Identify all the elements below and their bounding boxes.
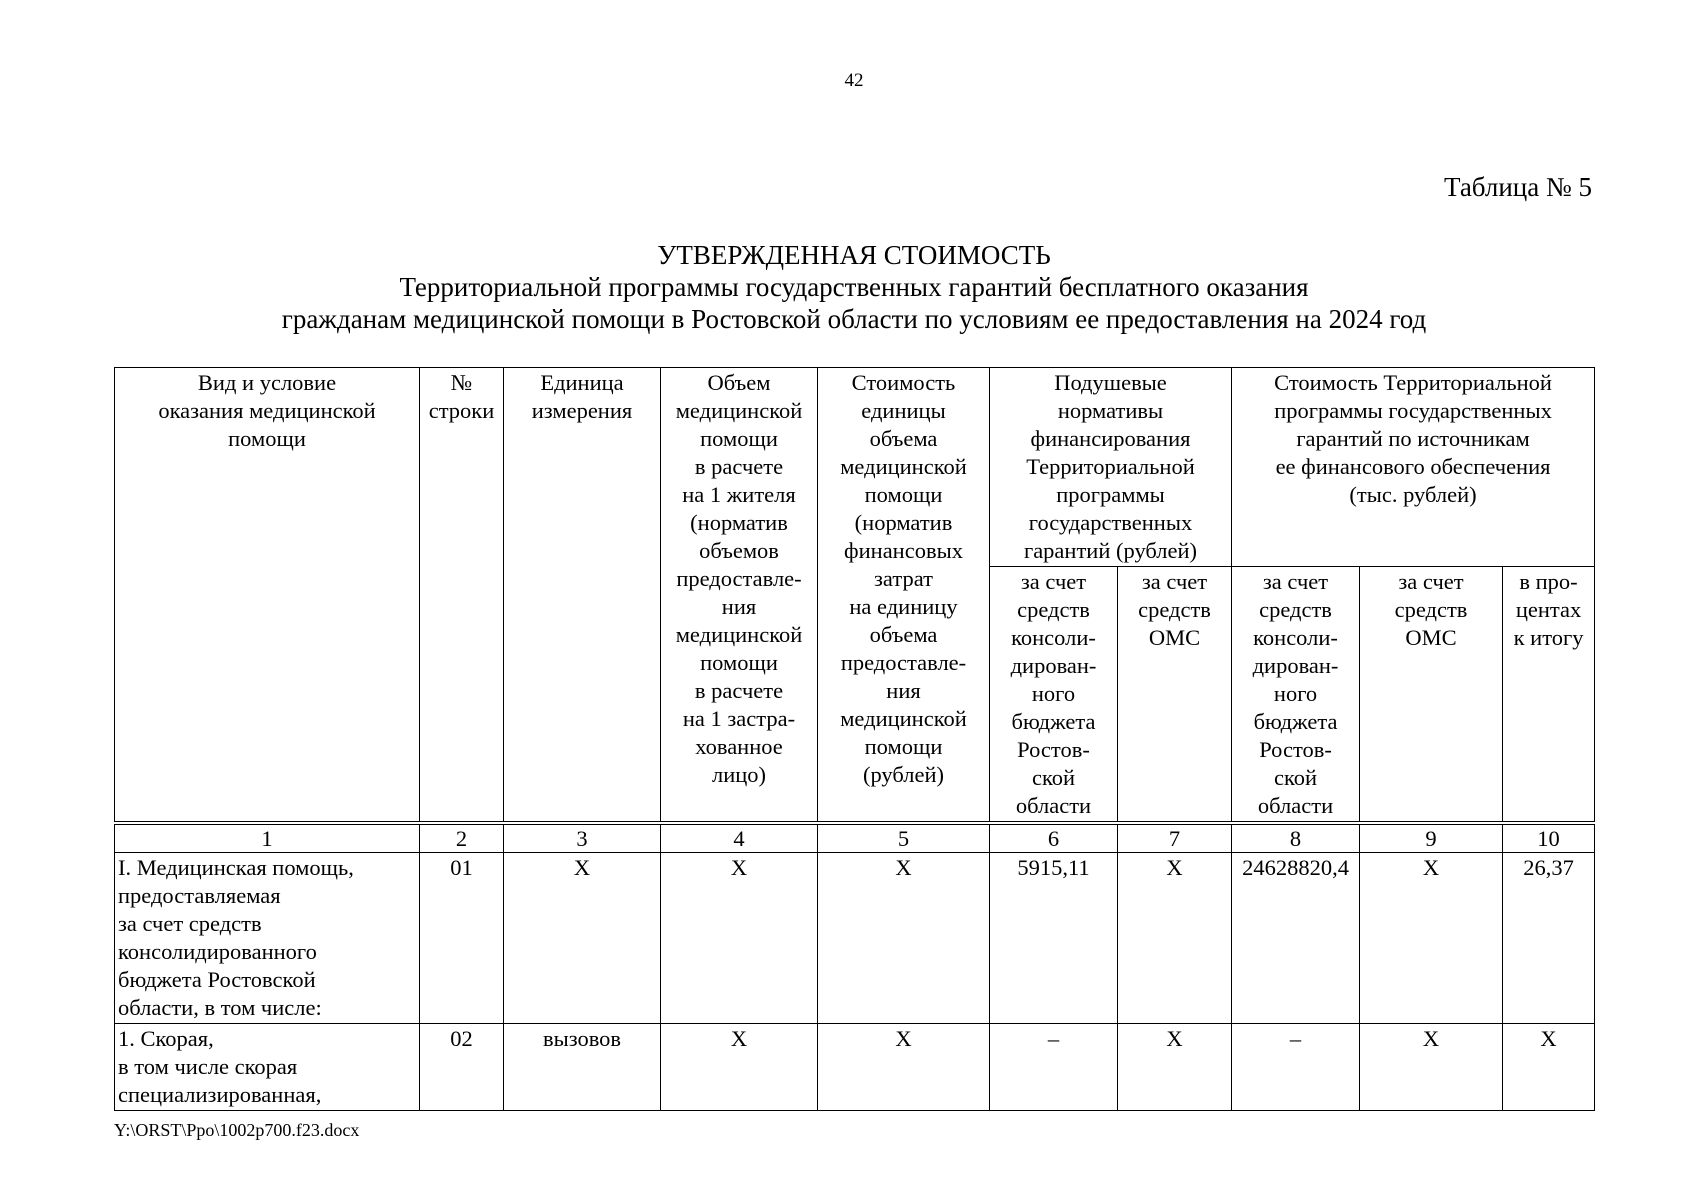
cell-text-line: области, в том числе: xyxy=(118,995,322,1020)
cell-text-line: гарантий по источникам xyxy=(1296,426,1530,451)
cell-text-line: Единица xyxy=(540,370,624,395)
cell-text-line: (рублей) xyxy=(862,762,945,787)
cell-text-line: Подушевые xyxy=(1054,370,1167,395)
column-number: 3 xyxy=(504,823,661,853)
heading-line-1: УТВЕРЖДЕННАЯ СТОИМОСТЬ xyxy=(657,240,1051,270)
column-number: 6 xyxy=(990,823,1118,853)
cell-text-line: бюджета xyxy=(1011,709,1096,734)
cell-text-line: № xyxy=(450,370,473,395)
cell-text-line: медицинской xyxy=(675,398,803,423)
row-cell: Х xyxy=(818,853,990,1024)
cell-text-line: ОМС xyxy=(1405,625,1457,650)
cell-text-line: Стоимость xyxy=(851,370,956,395)
header-cell-unit xyxy=(504,368,661,824)
cell-text-line: ния xyxy=(721,594,757,619)
cell-text-line: в том числе скорая xyxy=(118,1054,298,1079)
cell-text-line: (тыс. рублей) xyxy=(1349,482,1477,507)
cell-text-line: в расчете xyxy=(694,454,784,479)
cell-text-line: Территориальной xyxy=(1026,454,1195,479)
cell-text-line: I. Медицинская помощь, xyxy=(118,855,354,880)
cell-text-line: помощи xyxy=(228,426,306,451)
cell-text-line: ской xyxy=(1273,765,1318,790)
row-cell: Х xyxy=(1503,1024,1595,1111)
cell-text-line: лицо) xyxy=(711,762,767,787)
cell-text-line: дирован- xyxy=(1010,653,1097,678)
cell-text-line: Объем xyxy=(707,370,771,395)
table-number: Таблица № 5 xyxy=(1444,172,1592,202)
cell-text-line: на 1 жителя xyxy=(682,482,796,507)
cell-text-line: программы государственных xyxy=(1274,398,1552,423)
cell-text-line: в про- xyxy=(1519,569,1578,594)
column-number: 10 xyxy=(1503,823,1595,853)
row-name xyxy=(115,1024,420,1111)
cell-text-line: строки xyxy=(428,398,495,423)
heading-line-3: гражданам медицинской помощи в Ростовской области по условиям ее предоставления на 2024 год xyxy=(281,304,1427,334)
row-cell: Х xyxy=(661,853,818,1024)
cell-text-line: на единицу xyxy=(849,594,958,619)
cell-text-line: (норматив xyxy=(854,510,953,535)
cell-text-line: ской xyxy=(1031,765,1076,790)
heading-line-2: Территориальной программы государственных гарантий бесплатного оказания xyxy=(399,272,1309,302)
cell-text-line: средств xyxy=(1138,597,1211,622)
row-cell: Х xyxy=(1118,1024,1232,1111)
cell-text-line: за счет xyxy=(1141,569,1208,594)
cell-text-line: финансовых xyxy=(844,538,963,563)
cell-text-line: к итогу xyxy=(1513,625,1584,650)
cell-text-line: единицы xyxy=(861,398,946,423)
header-row-1 xyxy=(115,368,1595,567)
header-cell-program-cost-group xyxy=(1232,368,1595,567)
header-cell-unit-cost xyxy=(818,368,990,824)
cell-text-line: за счет средств xyxy=(118,911,262,936)
row-cell: Х xyxy=(504,853,661,1024)
cell-text-line: программы xyxy=(1056,482,1165,507)
cell-text-line: помощи xyxy=(864,734,943,759)
page-number: 42 xyxy=(844,70,864,91)
table-row xyxy=(115,853,1595,1024)
cell-text-line: в расчете xyxy=(694,678,784,703)
row-cell: – xyxy=(990,1024,1118,1111)
cell-text-line: области xyxy=(1015,793,1092,818)
cell-text-line: консоли- xyxy=(1011,625,1096,650)
cell-text-line: (норматив xyxy=(690,510,788,535)
column-number: 4 xyxy=(661,823,818,853)
header-cell-type xyxy=(115,368,420,824)
cell-text-line: консолидированного xyxy=(118,939,317,964)
cell-text-line: за счет xyxy=(1398,569,1464,594)
cell-text-line: объема xyxy=(869,622,938,647)
cell-text-line: области xyxy=(1257,793,1334,818)
document-heading xyxy=(0,239,1698,335)
cell-text-line: за счет xyxy=(1262,569,1329,594)
row-cell: 02 xyxy=(420,1024,504,1111)
cell-text-line: оказания медицинской xyxy=(158,398,376,423)
header-cell-cost-oms xyxy=(1360,567,1503,824)
row-cell: 01 xyxy=(420,853,504,1024)
cell-text-line: помощи xyxy=(700,426,778,451)
row-cell: 24628820,4 xyxy=(1232,853,1360,1024)
cell-text-line: объемов xyxy=(699,538,779,563)
cell-text-line: за счет xyxy=(1020,569,1087,594)
row-cell: Х xyxy=(818,1024,990,1111)
cell-text-line: предоставле- xyxy=(840,650,967,675)
cell-text-line: хованное xyxy=(695,734,783,759)
header-cell-volume xyxy=(661,368,818,824)
cell-text-line: предоставле- xyxy=(676,566,802,591)
header-cell-row-number xyxy=(420,368,504,824)
cell-text-line: средств xyxy=(1017,597,1090,622)
cell-text-line: центах xyxy=(1515,597,1582,622)
row-cell: вызовов xyxy=(504,1024,661,1111)
cell-text-line: измерения xyxy=(531,398,633,423)
row-cell: Х xyxy=(1360,1024,1503,1111)
cell-text-line: медицинской xyxy=(675,622,803,647)
header-cell-per-capita-oms xyxy=(1118,567,1232,824)
column-number: 2 xyxy=(420,823,504,853)
header-cell-cost-budget xyxy=(1232,567,1360,824)
cell-text-line: бюджета xyxy=(1253,709,1338,734)
cell-text-line: помощи xyxy=(864,482,943,507)
table-row xyxy=(115,1024,1595,1111)
column-number: 8 xyxy=(1232,823,1360,853)
cell-text-line: государственных xyxy=(1028,510,1193,535)
cell-text-line: гарантий (рублей) xyxy=(1023,538,1198,563)
cell-text-line: Ростов- xyxy=(1017,737,1090,762)
cell-text-line: финансирования xyxy=(1030,426,1191,451)
cell-text-line: ее финансового обеспечения xyxy=(1275,454,1551,479)
header-cell-per-capita-budget xyxy=(990,567,1118,824)
row-cell: 26,37 xyxy=(1503,853,1595,1024)
cell-text-line: бюджета Ростовской xyxy=(118,967,316,992)
row-cell: Х xyxy=(661,1024,818,1111)
cell-text-line: ного xyxy=(1031,681,1076,706)
column-number: 5 xyxy=(818,823,990,853)
cell-text-line: консоли- xyxy=(1253,625,1338,650)
footer-file-path: Y:\ORST\Ppo\1002p700.f23.docx xyxy=(114,1120,360,1140)
cell-text-line: медицинской xyxy=(840,706,967,731)
cell-text-line: Стоимость Территориальной xyxy=(1274,370,1552,395)
row-cell: Х xyxy=(1360,853,1503,1024)
cell-text-line: 1. Скорая, xyxy=(118,1026,214,1051)
cell-text-line: предоставляемая xyxy=(118,883,281,908)
cell-text-line: нормативы xyxy=(1057,398,1164,423)
column-number: 7 xyxy=(1118,823,1232,853)
cell-text-line: дирован- xyxy=(1252,653,1339,678)
cost-table xyxy=(114,367,1595,1111)
cell-text-line: Вид и условие xyxy=(197,370,337,395)
cell-text-line: медицинской xyxy=(840,454,967,479)
cell-text-line: специализированная, xyxy=(118,1082,322,1107)
cell-text-line: на 1 застра- xyxy=(682,706,796,731)
cell-text-line: Ростов- xyxy=(1259,737,1332,762)
cell-text-line: ОМС xyxy=(1148,625,1201,650)
cell-text-line: средств xyxy=(1259,597,1332,622)
cell-text-line: объема xyxy=(869,426,938,451)
cell-text-line: ного xyxy=(1273,681,1318,706)
header-cell-per-capita-group xyxy=(990,368,1232,567)
row-cell: – xyxy=(1232,1024,1360,1111)
row-cell: 5915,11 xyxy=(990,853,1118,1024)
cell-text-line: средств xyxy=(1394,597,1468,622)
column-number: 9 xyxy=(1360,823,1503,853)
cell-text-line: затрат xyxy=(874,566,933,591)
row-cell: Х xyxy=(1118,853,1232,1024)
cell-text-line: ния xyxy=(886,678,921,703)
column-numbers-row xyxy=(115,823,1595,853)
column-number: 1 xyxy=(115,823,420,853)
cell-text-line: помощи xyxy=(700,650,778,675)
row-name xyxy=(115,853,420,1024)
header-cell-cost-percent xyxy=(1503,567,1595,824)
